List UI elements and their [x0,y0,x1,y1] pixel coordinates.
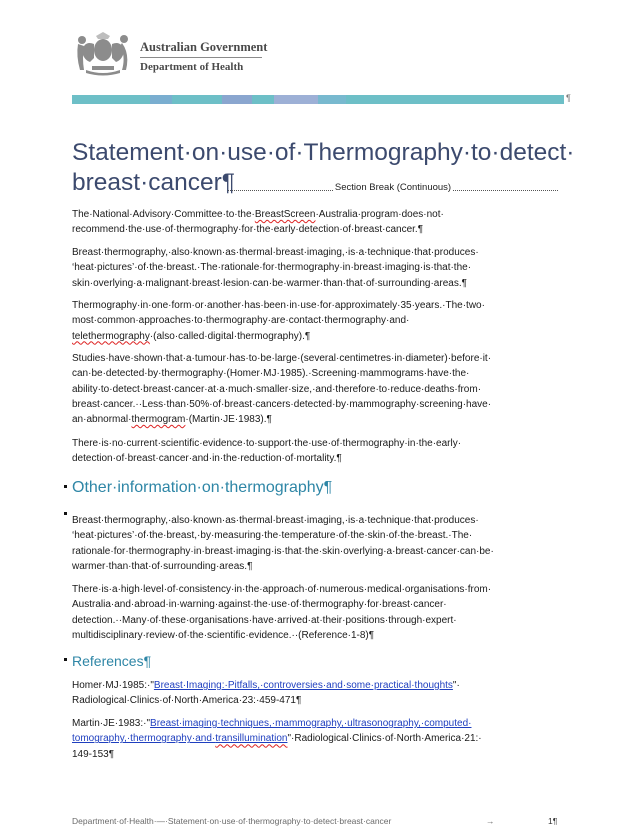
text-line: skin·overlying·a·malignant·breast·lesion·can·be·warmer·than·that·of·surrounding·areas.¶ [72,277,467,289]
text-line: Studies·have·shown·that·a·tumour·has·to·be·large·(several·centimetres·in·diameter)·before·it· [72,353,492,364]
band-segment [274,95,318,104]
reference-homer[interactable] [72,678,564,709]
paragraph-breast-thermography[interactable] [72,245,564,291]
band-segment [222,95,252,104]
text-line: Thermography·in·one·form·or·another·has·been·in·use·for·approximately·35·years.·The·two· [72,300,485,311]
header-color-band [72,95,564,104]
text-line: recommend·the·use·of·thermography·for·the·early·detection·of·breast·cancer.¶ [72,224,424,236]
band-segment [252,95,274,104]
paragraph-evidence[interactable] [72,436,564,467]
reference-author: Martin·JE·1983:·" [72,718,151,729]
reference-martin[interactable] [72,716,564,762]
text-line: Radiological·Clinics·of·North·America·23:·459-471¶ [72,695,302,707]
text-line: warmer·than·that·of·surrounding·areas.¶ [72,560,253,572]
heading-marker [64,658,67,661]
band-segment [318,95,346,104]
text-line: Breast·thermography,·also·known·as·thermal·breast·imaging,·is·a·technique·that·produces· [72,247,479,258]
text-line: breast·cancer.··Less·than·50%·of·breast·cancers·detected·by·mammography·screening·have· [72,398,492,410]
text-line: telethermography·(also·called·digital·thermography).¶ [72,330,311,342]
band-segment [72,95,150,104]
page-footer [72,816,564,826]
band-segment [150,95,172,104]
department-name: Department of Health [140,61,244,73]
reference-link-homer[interactable]: Breast·Imaging:·Pitfalls,·controversies·and·some·practical·thoughts [153,680,453,691]
text-line: Australia·and·abroad·in·warning·against·the·use·of·thermography·for·breast·cancer· [72,599,447,611]
text-line: multidisciplinary·review·of·the·scientific·evidence.··(Reference·1-8)¶ [72,629,375,641]
text-line [72,731,564,746]
logo-divider [140,57,262,58]
section-break-dots-right [453,190,558,191]
text-line: most·common·approaches·to·thermography·are·contact·thermography·and· [72,315,410,327]
band-segment [172,95,222,104]
tab-arrow-icon: → [486,816,495,826]
paragraph-consistency[interactable] [72,582,564,643]
text-line: detection·of·breast·cancer·and·in·the·reduction·of·mortality.¶ [72,453,342,465]
text-line: rationale·for·thermography·in·breast·imaging·is·that·the·skin·overlying·a·breast·cancer·can·be· [72,545,494,557]
text-line: 149-153¶ [72,748,115,760]
text-line: can·be·detected·by·thermography·(Homer·MJ·1985).·Screening·mammograms·have·the· [72,368,470,380]
band-pilcrow: ¶ [566,93,571,103]
section-break-label: Section Break (Continuous) [334,181,452,193]
text-line: an·abnormal·thermogram·(Martin·JE·1983).¶ [72,414,272,426]
reference-author: Homer·MJ·1985:·" [72,680,154,691]
paragraph-thermography-history[interactable] [72,298,564,344]
text-line: detection.··Many·of·these·organisations·have·arrived·at·their·positions·through·expert· [72,614,457,626]
band-segment [482,95,564,104]
text-line [72,678,564,693]
band-segment [402,95,482,104]
australian-government-logo [72,30,268,78]
page-number: 1¶ [548,816,558,826]
text-line: There·is·no·current·scientific·evidence·to·support·the·use·of·thermography·in·the·early· [72,438,462,449]
section-break-dots-left [228,190,333,191]
heading-other-information[interactable]: Other·information·on·thermography¶ [72,479,333,496]
paragraph-marker [64,512,67,515]
text-line: Breast·thermography,·also·known·as·thermal·breast·imaging,·is·a·technique·that·produces· [72,515,479,526]
paragraph-committee[interactable] [72,207,564,238]
title-line-1: Statement·on·use·of·Thermography·to·detect· [72,139,575,166]
heading-references[interactable]: References¶ [72,653,152,669]
org-name: Australian Government [140,40,268,54]
spelling-flag: thermogram [131,414,186,426]
text-line [72,716,564,731]
heading-marker [64,485,67,488]
text-line: ‘heat·pictures’·of·the·breast.·The·rationale·for·thermography·in·breast·imaging·is·that·the· [72,262,472,274]
section-break-marker [228,181,558,193]
reference-journal: "·Radiological·Clinics·of·North·America·21:· [287,733,482,745]
band-segment [346,95,402,104]
spelling-flag: telethermography [72,330,150,342]
paragraph-other-thermography[interactable] [72,513,564,574]
reference-link-martin-cont[interactable]: tomography,·thermography·and·transillumination [72,733,288,745]
text-line: The·National·Advisory·Committee·to·the·BreastScreen·Australia·program·does·not· [72,209,444,220]
reference-quote-close: "· [452,680,460,691]
text-line: ‘heat·pictures’·of·the·breast,·by·measuring·the·temperature·of·the·skin·of·the·breast.·The· [72,530,473,542]
text-line: ability·to·detect·breast·cancer·at·a·much·smaller·size,·and·therefore·to·reduce·deaths·from· [72,383,482,395]
spelling-flag: BreastScreen [254,209,316,220]
coat-of-arms-icon [72,30,134,76]
spelling-flag: transillumination [215,733,288,745]
paragraph-studies[interactable] [72,351,564,427]
footer-text: Department·of·Health·—·Statement·on·use·of·thermography·to·detect·breast·cancer [72,816,392,826]
reference-link-martin[interactable]: Breast·imaging·techniques,·mammography,·ultrasonography,·computed· [150,718,472,729]
title-line-2: breast·cancer¶ [72,169,235,196]
text-line: There·is·a·high·level·of·consistency·in·the·approach·of·numerous·medical·organisations·from· [72,584,492,595]
